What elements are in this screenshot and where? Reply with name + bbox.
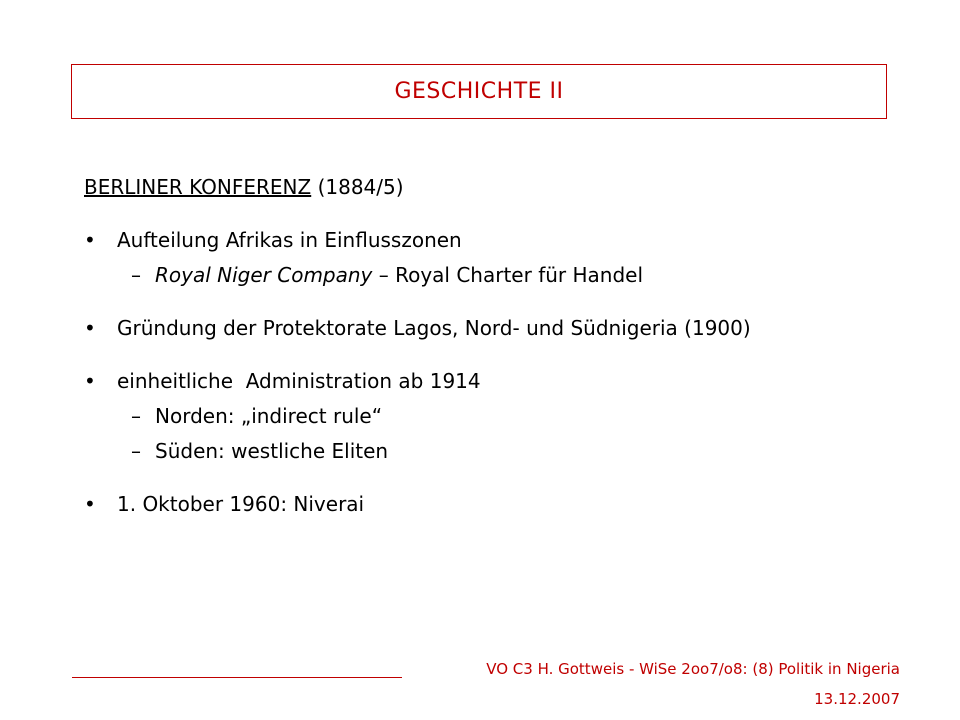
- bullet-item-3: [84, 368, 884, 395]
- bullet-item-1: [84, 227, 884, 254]
- bullet-icon: •: [84, 492, 96, 516]
- dash-icon: –: [131, 439, 141, 463]
- footer-divider: [72, 677, 402, 678]
- sub-item-3-1: [84, 403, 884, 430]
- sub-italic-text: Royal Niger Company: [155, 263, 373, 287]
- bullet-icon: •: [84, 316, 96, 340]
- section-heading: [84, 174, 884, 201]
- bullet-icon: •: [84, 369, 96, 393]
- sub-text: Süden: westliche Eliten: [155, 439, 389, 463]
- slide-title: GESCHICHTE II: [394, 79, 564, 104]
- footer-course-info: VO C3 H. Gottweis - WiSe 2oo7/o8: (8) Politik in Nigeria: [486, 660, 900, 678]
- sub-text: Norden: „indirect rule“: [155, 404, 383, 428]
- title-box: [71, 64, 887, 119]
- bullet-text: Gründung der Protektorate Lagos, Nord- und Südnigeria (1900): [117, 316, 751, 340]
- bullet-item-4: [84, 491, 884, 518]
- bullet-item-2: [84, 315, 884, 342]
- bullet-icon: •: [84, 228, 96, 252]
- bullet-text: 1. Oktober 1960: Niverai: [117, 492, 365, 516]
- dash-icon: –: [131, 263, 141, 287]
- footer-date: 13.12.2007: [814, 690, 900, 708]
- sub-item-3-2: [84, 438, 884, 465]
- bullet-text: Aufteilung Afrikas in Einflusszonen: [117, 228, 462, 252]
- sub-text: – Royal Charter für Handel: [372, 263, 644, 287]
- dash-icon: –: [131, 404, 141, 428]
- sub-item-1-1: [84, 262, 884, 289]
- slide-content: [84, 174, 884, 518]
- heading-underlined: BERLINER KONFERENZ: [84, 175, 312, 199]
- bullet-text: einheitliche Administration ab 1914: [117, 369, 481, 393]
- heading-rest: (1884/5): [311, 175, 404, 199]
